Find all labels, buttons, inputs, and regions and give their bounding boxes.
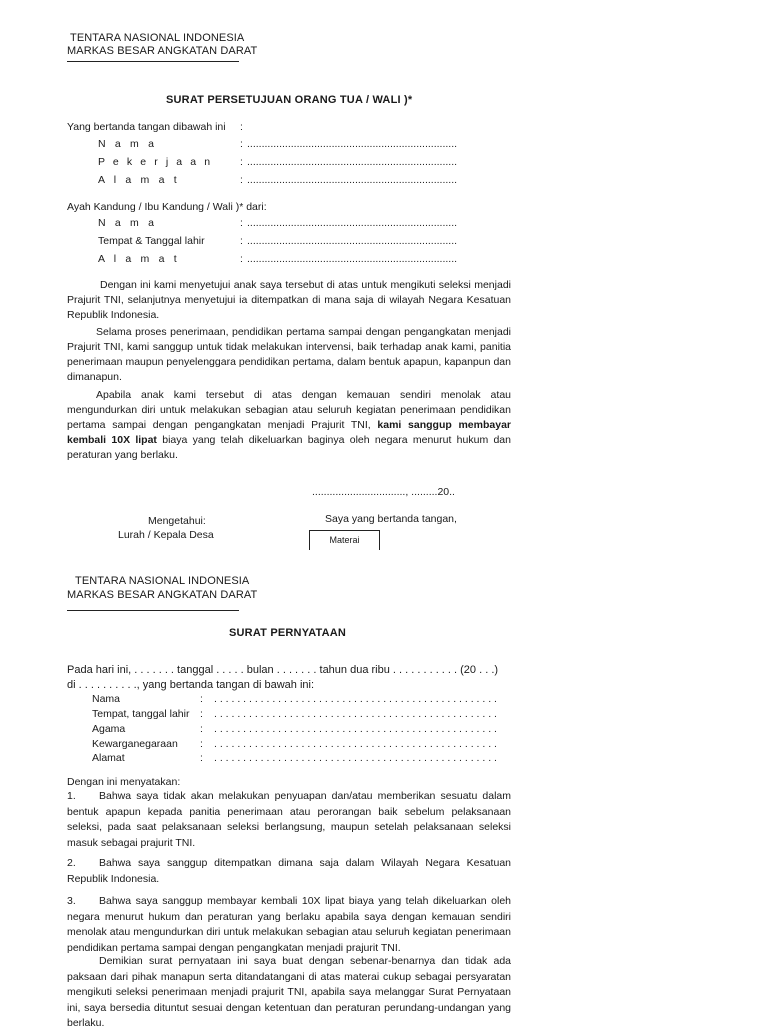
letter1-paragraph-3-start: Apabila anak kami tersebut di atas dengan kemauan sendiri menolak atau mengundurkan diri untuk melakukan sebagian atau seluruh kegiatan penerimaan pendidikan pertama sampai dengan pengangkatan menjadi Prajurit TNI,	[67, 389, 511, 431]
signer-job-colon: :	[240, 156, 243, 168]
closing-paragraph: Demikian surat pernyataan ini saya buat dengan sebenar-benarnya dan tidak ada paksaan dari pihak manapun serta ditandatangani di atas materai cukup sebagai persyaratan mengikuti seleksi penerimaan menjadi prajurit TNI, apabila saya melanggar Surat Pernyataan ini, saya bersedia dituntut sesuai dengan ketentuan dan peraturan perundang-undangan yang berlaku.	[67, 955, 511, 1029]
item-1-number: 1.	[67, 790, 76, 802]
item-2-number: 2.	[67, 857, 76, 869]
signer-address-label: A l a m a t	[98, 174, 180, 186]
letter2-date-line[interactable]: Pada hari ini, . . . . . . . tanggal . . . . . bulan . . . . . . . tahun dua ribu . . . . . . . . . . . (20 . . .)	[67, 664, 499, 676]
child-birth-field[interactable]: ........................................................................	[247, 235, 458, 247]
child-address-colon: :	[240, 253, 243, 265]
decl-birth-label: Tempat, tanggal lahir	[92, 708, 190, 720]
signer-address-colon: :	[240, 174, 243, 186]
letter1-paragraph-3-end: biaya yang telah dikeluarkan baginya oleh negara menurut hukum dan peraturan yang berlaku.	[67, 434, 511, 461]
letter1-paragraph-3-bold: kami sanggup membayar kembali 10X lipat	[67, 419, 511, 446]
decl-religion-label: Agama	[92, 723, 126, 735]
letter2-location-line[interactable]: di . . . . . . . . . ., yang bertanda tangan di bawah ini:	[67, 679, 315, 691]
decl-name-field[interactable]: . . . . . . . . . . . . . . . . . . . . . . . . . . . . . . . . . . . . . . . . . . . . . . . . .	[214, 693, 497, 705]
lurah-label: Lurah / Kepala Desa	[118, 529, 214, 541]
decl-birth-colon: :	[200, 708, 203, 720]
mengetahui-label: Mengetahui:	[148, 515, 206, 527]
decl-address-label: Alamat	[92, 752, 125, 764]
decl-religion-field[interactable]: . . . . . . . . . . . . . . . . . . . . . . . . . . . . . . . . . . . . . . . . . . . . . . . . .	[214, 723, 497, 735]
decl-citizenship-label: Kewarganegaraan	[92, 738, 178, 750]
decl-citizenship-colon: :	[200, 738, 203, 750]
item-3-number: 3.	[67, 895, 76, 907]
decl-name-colon: :	[200, 693, 203, 705]
letter1-intro: Yang bertanda tangan dibawah ini	[67, 121, 226, 133]
child-intro: Ayah Kandung / Ibu Kandung / Wali )* dari:	[67, 201, 267, 213]
menyatakan-label: Dengan ini menyatakan:	[67, 776, 181, 788]
signer-declaration: Saya yang bertanda tangan,	[325, 513, 457, 525]
letter1-header-rule	[67, 61, 239, 62]
item-2-text: Bahwa saya sanggup ditempatkan dimana saja dalam Wilayah Negara Kesatuan Republik Indonesia.	[67, 857, 511, 885]
signer-job-field[interactable]: ........................................................................	[247, 156, 458, 168]
signer-name-colon: :	[240, 138, 243, 150]
child-address-label: A l a m a t	[98, 253, 180, 265]
decl-religion-colon: :	[200, 723, 203, 735]
decl-birth-field[interactable]: . . . . . . . . . . . . . . . . . . . . . . . . . . . . . . . . . . . . . . . . . . . . . . . . .	[214, 708, 497, 720]
signer-job-label: P e k e r j a a n	[98, 156, 213, 168]
child-name-label: N a m a	[98, 217, 158, 229]
item-3-text: Bahwa saya sanggup membayar kembali 10X lipat biaya yang telah dikeluarkan oleh negara menurut hukum dan peraturan yang berlaku apabila saya dengan kemauan sendiri menolak atau mengundurkan diri untuk melakukan sebagian atau seluruh kegiatan penerimaan pendidikan pertama sampai dengan pengangkatan menjadi prajurit TNI.	[67, 895, 511, 954]
child-name-field[interactable]: ........................................................................	[247, 217, 458, 229]
letter1-intro-colon: :	[240, 121, 243, 133]
decl-citizenship-field[interactable]: . . . . . . . . . . . . . . . . . . . . . . . . . . . . . . . . . . . . . . . . . . . . . . . . .	[214, 738, 497, 750]
child-address-field[interactable]: ........................................................................	[247, 253, 458, 265]
letter1-title: SURAT PERSETUJUAN ORANG TUA / WALI )*	[166, 94, 413, 106]
decl-address-field[interactable]: . . . . . . . . . . . . . . . . . . . . . . . . . . . . . . . . . . . . . . . . . . . . . . . . .	[214, 752, 497, 764]
letter2-header-line2: MARKAS BESAR ANGKATAN DARAT	[67, 589, 258, 601]
signer-name-label: N a m a	[98, 138, 158, 150]
letter1-paragraph-1: Dengan ini kami menyetujui anak saya tersebut di atas untuk mengikuti seleksi menjadi Prajurit TNI, selanjutnya menyetujui ia ditempatkan di mana saja di wilayah Negara Kesatuan Republik Indonesia.	[67, 279, 511, 321]
letter1-paragraph-3	[67, 388, 511, 463]
date-line[interactable]: ................................, .........20..	[312, 486, 455, 498]
decl-address-colon: :	[200, 752, 203, 764]
letter1-paragraph-2: Selama proses penerimaan, pendidikan pertama sampai dengan pengangkatan menjadi Prajurit TNI, kami sanggup untuk tidak melakukan intervensi, baik terhadap anak kami, panitia penerimaan maupun penyelenggara pendidikan pertama, dalam bentuk apapun, kapanpun dan dimanapun.	[67, 326, 511, 383]
letter2-header-line1: TENTARA NASIONAL INDONESIA	[75, 575, 250, 587]
child-name-colon: :	[240, 217, 243, 229]
child-birth-label: Tempat & Tanggal lahir	[98, 235, 205, 247]
decl-name-label: Nama	[92, 693, 121, 705]
materai-stamp-box: Materai	[309, 530, 380, 550]
letter2-title: SURAT PERNYATAAN	[229, 627, 347, 639]
letter1-header-line2: MARKAS BESAR ANGKATAN DARAT	[67, 45, 258, 57]
child-birth-colon: :	[240, 235, 243, 247]
item-1-text: Bahwa saya tidak akan melakukan penyuapan dan/atau memberikan sesuatu dalam bentuk apapun kepada panitia penerimaan atau perorangan baik sebelum pelaksanaan seleksi, pada saat pelaksanaan seleksi berlangsung, maupun setelah pelaksanaan seleksi masuk sebagai prajurit TNI.	[67, 790, 511, 849]
signer-name-field[interactable]: ........................................................................	[247, 138, 458, 150]
letter1-header-line1: TENTARA NASIONAL INDONESIA	[70, 32, 245, 44]
letter2-header-rule	[67, 610, 239, 611]
signer-address-field[interactable]: ........................................................................	[247, 174, 458, 186]
